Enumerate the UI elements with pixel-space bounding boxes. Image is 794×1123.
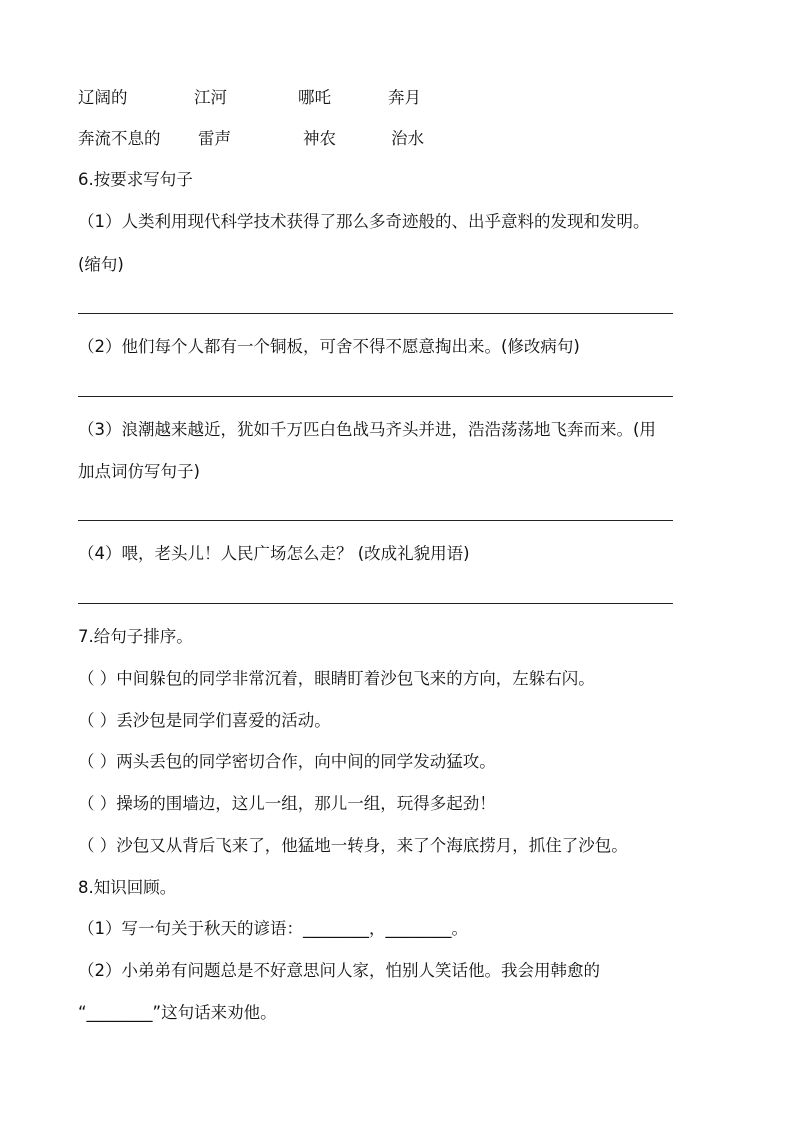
word-left-1: 辽阔的 [78, 88, 128, 107]
section6-heading: 6.按要求写句子 [78, 170, 193, 189]
q6-1-note: (缩句) [78, 255, 124, 274]
q6-3-text: （3）浪潮越来越近，犹如千万匹白色战马齐头并进，浩浩荡荡地飞奔而来。(用 [78, 420, 656, 439]
q6-3-note: 加点词仿写句子) [78, 462, 200, 481]
section7-heading: 7.给句子排序。 [78, 627, 193, 646]
section8-heading: 8.知识回顾。 [78, 878, 177, 897]
word-left-2: 奔流不息的 [78, 129, 161, 148]
q6-1-text: （1）人类利用现代科学技术获得了那么多奇迹般的、出乎意料的发现和发明。 [78, 212, 650, 231]
q8-1-text: （1）写一句关于秋天的谚语：________，________。 [78, 919, 468, 938]
order-item-2: （ ）丢沙包是同学们喜爱的活动。 [78, 711, 331, 730]
order-item-1: （ ）中间躲包的同学非常沉着，眼睛盯着沙包飞来的方向，左躲右闪。 [78, 669, 595, 688]
q6-2-text: （2）他们每个人都有一个铜板，可舍不得不愿意掏出来。(修改病句) [78, 337, 580, 356]
word-mid-1: 江河 [194, 88, 227, 107]
q6-4-text: （4）喂，老头儿！人民广场怎么走？ (改成礼貌用语) [78, 544, 470, 563]
word-mid-2: 雷声 [198, 129, 231, 148]
word-name-2: 神农 [303, 129, 336, 148]
word-right-2: 治水 [391, 129, 424, 148]
answer-line-6-3[interactable] [78, 520, 673, 521]
answer-line-6-4[interactable] [78, 603, 673, 604]
order-item-5: （ ）沙包又从背后飞来了，他猛地一转身，来了个海底捞月，抓住了沙包。 [78, 836, 628, 855]
word-name-1: 哪吒 [298, 88, 331, 107]
word-right-1: 奔月 [388, 88, 421, 107]
order-item-3: （ ）两头丢包的同学密切合作，向中间的同学发动猛攻。 [78, 752, 496, 771]
answer-line-6-1[interactable] [78, 313, 673, 314]
answer-line-6-2[interactable] [78, 396, 673, 397]
order-item-4: （ ）操场的围墙边，这儿一组，那儿一组，玩得多起劲！ [78, 794, 496, 813]
q8-2-fill: “________”这句话来劝他。 [78, 1003, 277, 1022]
q8-2-text: （2）小弟弟有问题总是不好意思问人家，怕别人笑话他。我会用韩愈的 [78, 961, 600, 980]
